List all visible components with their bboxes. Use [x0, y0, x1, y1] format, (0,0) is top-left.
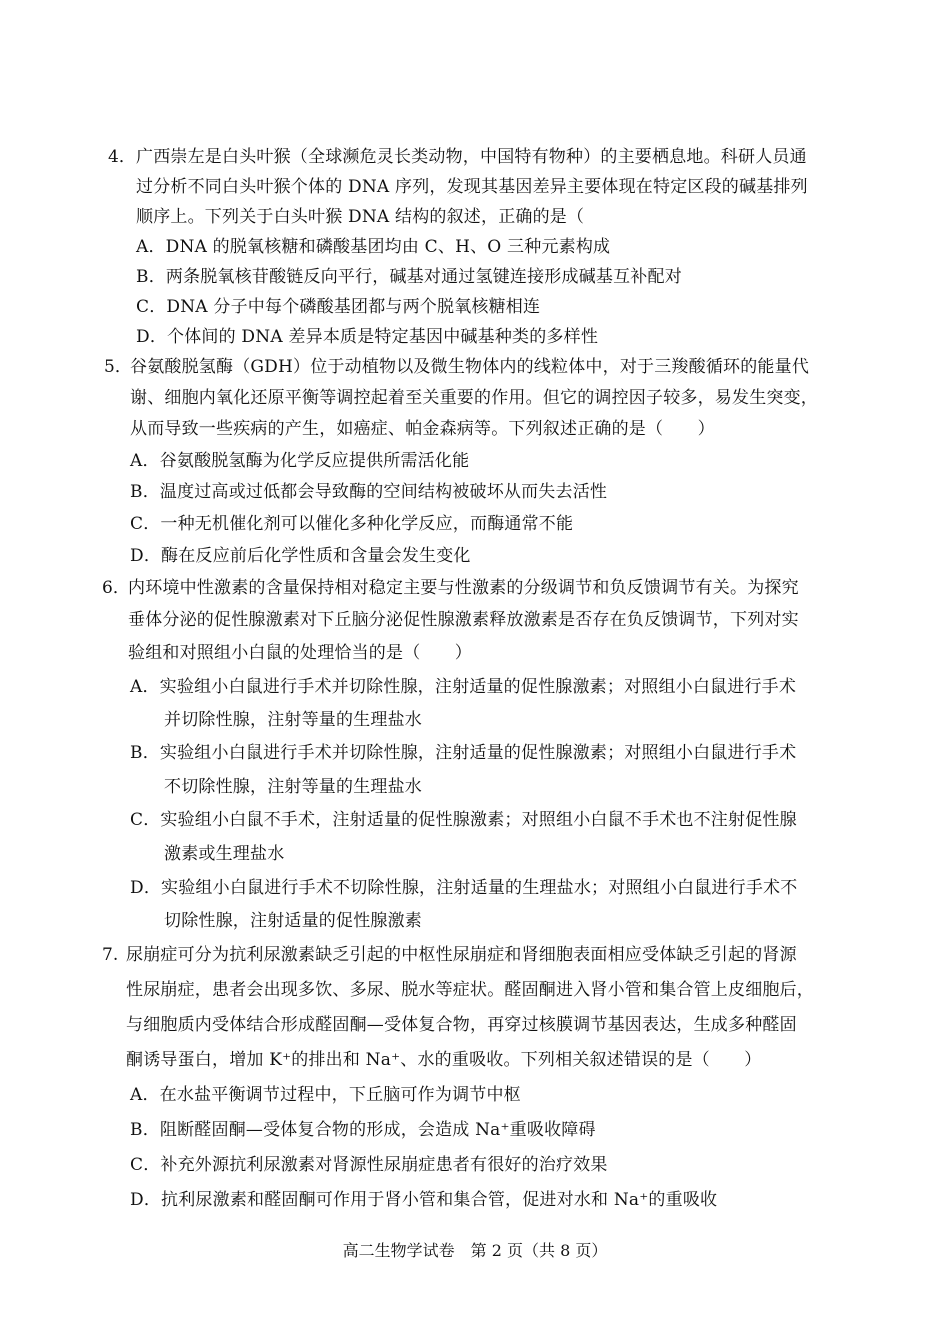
- question-stem-line: 垂体分泌的促性腺激素对下丘脑分泌促性腺激素释放激素是否存在负反馈调节，下列对实: [128, 610, 799, 630]
- option-a: A．DNA 的脱氧核糖和磷酸基团均由 C、H、O 三种元素构成: [136, 237, 611, 257]
- question-stem-line: 与细胞质内受体结合形成醛固酮—受体复合物，再穿过核膜调节基因表达，生成多种醛固: [126, 1015, 797, 1035]
- question-stem-line: 酮诱导蛋白，增加 K⁺的排出和 Na⁺、水的重吸收。下列相关叙述错误的是（ ）: [126, 1050, 762, 1070]
- question-stem-line: 验组和对照组小白鼠的处理恰当的是（ ）: [128, 643, 472, 663]
- question-stem-line: 谷氨酸脱氢酶（GDH）位于动植物以及微生物体内的线粒体中，对于三羧酸循环的能量代: [130, 357, 810, 377]
- question-number: 7.: [102, 945, 119, 965]
- option-d: D．个体间的 DNA 差异本质是特定基因中碱基种类的多样性: [136, 327, 599, 347]
- option-b-continued: 不切除性腺，注射等量的生理盐水: [164, 777, 422, 797]
- option-d: D．实验组小白鼠进行手术不切除性腺，注射适量的生理盐水；对照组小白鼠进行手术不: [130, 878, 798, 898]
- option-a-continued: 并切除性腺，注射等量的生理盐水: [164, 710, 422, 730]
- option-d-continued: 切除性腺，注射适量的促性腺激素: [164, 911, 422, 931]
- option-b: B．实验组小白鼠进行手术并切除性腺，注射适量的促性腺激素；对照组小白鼠进行手术: [130, 743, 797, 763]
- option-c: C．一种无机催化剂可以催化多种化学反应，而酶通常不能: [130, 514, 574, 534]
- question-number: 5．: [104, 357, 132, 377]
- question-stem-line: 广西崇左是白头叶猴（全球濒危灵长类动物，中国特有物种）的主要栖息地。科研人员通: [136, 147, 807, 167]
- question-stem-line: 谢、细胞内氧化还原平衡等调控起着至关重要的作用。但它的调控因子较多，易发生突变，: [130, 388, 818, 408]
- option-c-continued: 激素或生理盐水: [164, 844, 285, 864]
- option-a: A．在水盐平衡调节过程中，下丘脑可作为调节中枢: [130, 1085, 521, 1105]
- question-stem-line: 顺序上。下列关于白头叶猴 DNA 结构的叙述，正确的是（: [136, 207, 585, 227]
- question-stem-line: 过分析不同白头叶猴个体的 DNA 序列，发现其基因差异主要体现在特定区段的碱基排列: [136, 177, 808, 197]
- question-stem-line: 内环境中性激素的含量保持相对稳定主要与性激素的分级调节和负反馈调节有关。为探究: [128, 578, 799, 598]
- page-footer: 高二生物学试卷 第 2 页（共 8 页）: [342, 1241, 608, 1260]
- question-stem-line: 尿崩症可分为抗利尿激素缺乏引起的中枢性尿崩症和肾细胞表面相应受体缺乏引起的肾源: [126, 945, 797, 965]
- option-b: B．两条脱氧核苷酸链反向平行，碱基对通过氢键连接形成碱基互补配对: [136, 267, 682, 287]
- option-a: A．实验组小白鼠进行手术并切除性腺，注射适量的促性腺激素；对照组小白鼠进行手术: [130, 677, 797, 697]
- option-b: B．阻断醛固酮—受体复合物的形成，会造成 Na⁺重吸收障碍: [130, 1120, 596, 1140]
- question-stem-line: 从而导致一些疾病的产生，如癌症、帕金森病等。下列叙述正确的是（ ）: [130, 419, 715, 439]
- option-a: A．谷氨酸脱氢酶为化学反应提供所需活化能: [130, 451, 470, 471]
- option-b: B．温度过高或过低都会导致酶的空间结构被破坏从而失去活性: [130, 482, 608, 502]
- option-d: D．酶在反应前后化学性质和含量会发生变化: [130, 546, 471, 566]
- question-stem-line: 性尿崩症，患者会出现多饮、多尿、脱水等症状。醛固酮进入肾小管和集合管上皮细胞后，: [126, 980, 814, 1000]
- question-number: 6．: [102, 578, 130, 598]
- option-c: C．实验组小白鼠不手术，注射适量的促性腺激素；对照组小白鼠不手术也不注射促性腺: [130, 810, 797, 830]
- option-d: D．抗利尿激素和醛固酮可作用于肾小管和集合管，促进对水和 Na⁺的重吸收: [130, 1190, 718, 1210]
- option-c: C．补充外源抗利尿激素对肾源性尿崩症患者有很好的治疗效果: [130, 1155, 608, 1175]
- question-number: 4．: [108, 147, 136, 167]
- option-c: C．DNA 分子中每个磷酸基团都与两个脱氧核糖相连: [136, 297, 541, 317]
